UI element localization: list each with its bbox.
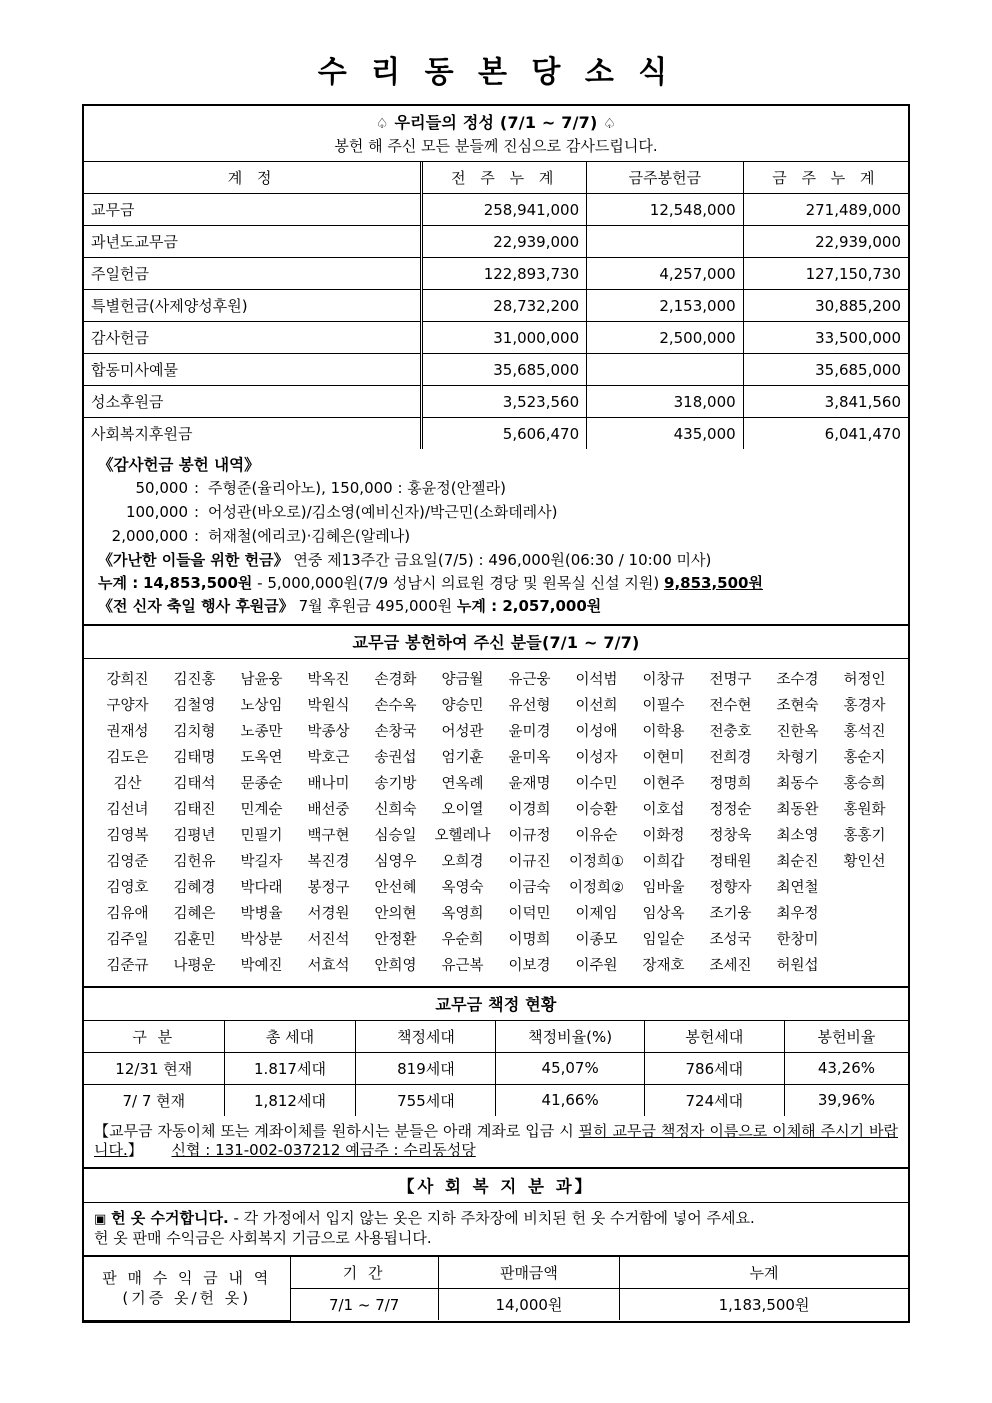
- name-cell: 조현숙: [776, 698, 819, 714]
- name-cell: 조성국: [709, 932, 752, 948]
- cell-prev: 22,939,000: [422, 226, 587, 258]
- name-cell: 정향자: [709, 880, 752, 896]
- name-cell: 이선희: [575, 698, 618, 714]
- names-row: [94, 926, 898, 952]
- name-cell: 김훈민: [173, 932, 216, 948]
- name-cell: 김도은: [106, 750, 149, 766]
- cell-sales-period: 7/1 ~ 7/7: [290, 1289, 438, 1321]
- name-cell: 김진홍: [173, 672, 216, 688]
- name-cell: 심영우: [374, 854, 417, 870]
- bank-notice-underlined: 필히 교무금 책정자 이름으로 이체해 주시기 바랍니다.: [94, 1121, 898, 1159]
- cell-account: 사회복지후원금: [84, 418, 422, 450]
- name-cell: 황인선: [843, 854, 886, 870]
- name-cell: 김태진: [173, 802, 216, 818]
- page-title: 수 리 동 본 당 소 식: [317, 55, 675, 90]
- name-cell: 유선형: [508, 698, 551, 714]
- name-cell: 양금월: [441, 672, 484, 688]
- sales-table: [84, 1257, 908, 1321]
- cell-offered: 786세대: [644, 1052, 784, 1084]
- welfare-section-title: 【사 회 복 지 분 과】: [84, 1169, 908, 1203]
- name-cell: 복진경: [307, 854, 350, 870]
- name-cell: 이제임: [575, 906, 618, 922]
- name-cell: 김영준: [106, 854, 149, 870]
- name-cell: 김태석: [173, 776, 216, 792]
- names-row: [94, 900, 898, 926]
- table-row: [84, 194, 908, 226]
- poor-offering-line: [98, 550, 894, 569]
- feast-heading: 《전 신자 축일 행사 후원금》: [98, 596, 294, 615]
- name-cell: 송기방: [374, 776, 417, 792]
- col-header-prev-total: 전 주 누 계: [422, 162, 587, 194]
- name-cell: 차형기: [776, 750, 819, 766]
- name-cell: 김혜경: [173, 880, 216, 896]
- name-cell: 이성애: [575, 724, 618, 740]
- name-cell: 최우정: [776, 906, 819, 922]
- bank-notice-post: 】: [127, 1140, 143, 1159]
- name-cell: 이희갑: [642, 854, 685, 870]
- name-cell: [831, 952, 898, 978]
- name-cell: 노상임: [240, 698, 283, 714]
- table-row: [84, 226, 908, 258]
- offering-header-band: [84, 106, 908, 162]
- sales-row-label: [84, 1257, 290, 1320]
- name-cell: 김헌유: [173, 854, 216, 870]
- budget-section-header: [84, 988, 908, 1021]
- sales-row-label-line2: (기증 옷/헌 옷): [122, 1288, 252, 1307]
- name-cell: 안정환: [374, 932, 417, 948]
- table-row: [84, 322, 908, 354]
- offering-header-title: [84, 110, 908, 133]
- feast-text: 7월 후원금 495,000원: [298, 596, 453, 615]
- cell-total-households: 1,812세대: [224, 1084, 356, 1116]
- name-cell: 배나미: [307, 776, 350, 792]
- cell-week: 4,257,000: [587, 258, 744, 290]
- thanks-names: 허재철(에리코)·김혜은(알레나): [208, 526, 411, 545]
- name-cell: 손경화: [374, 672, 417, 688]
- cell-account: 주일헌금: [84, 258, 422, 290]
- name-cell: 연옥례: [441, 776, 484, 792]
- thanks-entry: [98, 526, 894, 545]
- cell-assigned-rate: 45,07%: [496, 1052, 644, 1084]
- name-cell: 최연철: [776, 880, 819, 896]
- name-cell: 신희숙: [374, 802, 417, 818]
- thanks-amount: 100,000: [125, 502, 188, 521]
- name-cell: 김치형: [173, 724, 216, 740]
- bank-account-text: 신협 : 131-002-037212 예금주 : 수리동성당: [171, 1140, 476, 1159]
- name-cell: 박길자: [240, 854, 283, 870]
- name-cell: 이종모: [575, 932, 618, 948]
- names-row: [94, 796, 898, 822]
- thanks-names: 어성관(바오로)/김소영(예비신자)/박근민(소화데레사): [208, 502, 558, 521]
- name-cell: 이정희②: [568, 880, 625, 896]
- name-cell: 백구현: [307, 828, 350, 844]
- name-cell: 박옥진: [307, 672, 350, 688]
- name-cell: 이필수: [642, 698, 685, 714]
- table-row: [84, 386, 908, 418]
- name-cell: 노종만: [240, 724, 283, 740]
- cell-total: 127,150,730: [743, 258, 908, 290]
- cell-prev: 122,893,730: [422, 258, 587, 290]
- cell-week: 2,500,000: [587, 322, 744, 354]
- name-cell: 임일순: [642, 932, 685, 948]
- offering-header-subtitle: 봉헌 해 주신 모든 분들께 진심으로 감사드립니다.: [334, 137, 658, 155]
- cell-week: [587, 226, 744, 258]
- name-cell: 유근복: [441, 958, 484, 974]
- name-cell: 나평운: [173, 958, 216, 974]
- thanks-heading: 《감사헌금 봉헌 내역》: [98, 456, 260, 474]
- col-header-total-households: 총 세대: [224, 1021, 356, 1053]
- cell-total: 22,939,000: [743, 226, 908, 258]
- name-cell: 정창욱: [709, 828, 752, 844]
- name-cell: 홍홍기: [843, 828, 886, 844]
- name-cell: 김유애: [106, 906, 149, 922]
- name-cell: 홍승희: [843, 776, 886, 792]
- cell-account: 교무금: [84, 194, 422, 226]
- col-header-division: 구 분: [84, 1021, 224, 1053]
- cell-total: 6,041,470: [743, 418, 908, 450]
- name-cell: 박종상: [307, 724, 350, 740]
- cell-account: 합동미사예물: [84, 354, 422, 386]
- names-grid-wrap: [84, 659, 908, 988]
- thanks-entry: [98, 502, 894, 521]
- thanks-offering-detail: [84, 449, 908, 626]
- name-cell: 정태원: [709, 854, 752, 870]
- bank-notice-pre: 【교무금 자동이체 또는 계좌이체를 원하시는 분들은 아래 계좌로 입금 시: [94, 1121, 579, 1140]
- name-cell: 민계순: [240, 802, 283, 818]
- cell-offered: 724세대: [644, 1084, 784, 1116]
- table-row: [84, 1052, 908, 1084]
- cell-total: 30,885,200: [743, 290, 908, 322]
- name-cell: 엄기훈: [441, 750, 484, 766]
- budget-section-title: 교무금 책정 현황: [435, 994, 557, 1014]
- name-cell: 이현미: [642, 750, 685, 766]
- names-row: [94, 770, 898, 796]
- name-cell: 조기웅: [709, 906, 752, 922]
- name-cell: 박예진: [240, 958, 283, 974]
- cell-offered-rate: 39,96%: [784, 1084, 908, 1116]
- feast-total: 누계 : 2,057,000원: [456, 596, 602, 615]
- name-cell: 홍순지: [843, 750, 886, 766]
- thanks-names: 주형준(율리아노), 150,000 : 홍윤정(안젤라): [208, 478, 506, 497]
- cell-assigned: 755세대: [356, 1084, 496, 1116]
- name-cell: 전충호: [709, 724, 752, 740]
- cell-prev: 31,000,000: [422, 322, 587, 354]
- name-cell: 구양자: [106, 698, 149, 714]
- cell-total: 271,489,000: [743, 194, 908, 226]
- name-cell: 홍원화: [843, 802, 886, 818]
- name-cell: 이명희: [508, 932, 551, 948]
- cumulative-result: 9,853,500원: [664, 573, 763, 592]
- name-cell: 이현주: [642, 776, 685, 792]
- name-cell: 박다래: [240, 880, 283, 896]
- name-cell: 오이열: [441, 802, 484, 818]
- cell-account: 특별헌금(사제양성후원): [84, 290, 422, 322]
- thanks-colon: :: [194, 478, 200, 497]
- cell-sales-cumulative: 1,183,500원: [620, 1289, 908, 1321]
- names-row: [94, 952, 898, 978]
- budget-header-row: [84, 1021, 908, 1053]
- name-cell: 유근웅: [508, 672, 551, 688]
- name-cell: 박원식: [307, 698, 350, 714]
- cell-account: 감사헌금: [84, 322, 422, 354]
- name-cell: 오헬레나: [434, 828, 491, 844]
- name-cell: 안선혜: [374, 880, 417, 896]
- cell-total: 33,500,000: [743, 322, 908, 354]
- name-cell: 이승환: [575, 802, 618, 818]
- names-row: [94, 822, 898, 848]
- names-row: [94, 692, 898, 718]
- cell-total: 3,841,560: [743, 386, 908, 418]
- name-cell: 한창미: [776, 932, 819, 948]
- poor-offering-heading: 《가난한 이들을 위한 헌금》: [98, 550, 289, 569]
- name-cell: 안희영: [374, 958, 417, 974]
- name-cell: [831, 874, 898, 900]
- col-header-account: 계 정: [84, 162, 422, 194]
- names-row: [94, 718, 898, 744]
- offering-table: [84, 162, 908, 449]
- name-cell: 이유순: [575, 828, 618, 844]
- name-cell: 윤미경: [508, 724, 551, 740]
- names-row: [94, 744, 898, 770]
- name-cell: 임상옥: [642, 906, 685, 922]
- names-row: [94, 666, 898, 692]
- sales-header-row: [84, 1257, 908, 1289]
- name-cell: 우순희: [441, 932, 484, 948]
- name-cell: 허정인: [843, 672, 886, 688]
- names-section-header: [84, 626, 908, 659]
- thanks-amount: 50,000: [135, 478, 188, 497]
- name-cell: 김영복: [106, 828, 149, 844]
- filled-square-icon: ▣: [94, 1211, 107, 1227]
- cell-week: 318,000: [587, 386, 744, 418]
- name-cell: 이정희①: [568, 854, 625, 870]
- col-header-period: 기 간: [290, 1257, 438, 1289]
- cell-week: [587, 354, 744, 386]
- name-cell: 심승일: [374, 828, 417, 844]
- name-cell: 이성자: [575, 750, 618, 766]
- name-cell: 서효석: [307, 958, 350, 974]
- name-cell: 윤재명: [508, 776, 551, 792]
- table-row: [84, 1084, 908, 1116]
- cell-total-households: 1.817세대: [224, 1052, 356, 1084]
- welfare-bullet-bold: 헌 옷 수거합니다.: [111, 1208, 229, 1227]
- name-cell: 김선녀: [106, 802, 149, 818]
- name-cell: [831, 900, 898, 926]
- name-cell: 조세진: [709, 958, 752, 974]
- col-header-week-total: 금 주 누 계: [743, 162, 908, 194]
- poor-offering-text: 연중 제13주간 금요일(7/5) : 496,000원(06:30 / 10:00 미사): [293, 550, 712, 569]
- name-cell: 최소영: [776, 828, 819, 844]
- cumulative-value: 14,853,500원: [142, 573, 253, 592]
- cell-account: 과년도교무금: [84, 226, 422, 258]
- name-cell: 이주원: [575, 958, 618, 974]
- offering-header-text: 우리들의 정성 (7/1 ~ 7/7): [394, 113, 598, 132]
- name-cell: 임바울: [642, 880, 685, 896]
- offering-table-header-row: [84, 162, 908, 194]
- name-cell: 김평년: [173, 828, 216, 844]
- name-cell: 송권섭: [374, 750, 417, 766]
- cell-prev: 28,732,200: [422, 290, 587, 322]
- name-cell: 이수민: [575, 776, 618, 792]
- name-cell: 장재호: [642, 958, 685, 974]
- cell-sales-amount: 14,000원: [438, 1289, 619, 1321]
- name-cell: 손창국: [374, 724, 417, 740]
- name-cell: 이경희: [508, 802, 551, 818]
- name-cell: 윤미옥: [508, 750, 551, 766]
- welfare-bullet-line2: 헌 옷 판매 수익금은 사회복지 기금으로 사용됩니다.: [94, 1228, 432, 1247]
- cumulative-line: [98, 573, 894, 592]
- name-cell: 전수현: [709, 698, 752, 714]
- name-cell: 남윤웅: [240, 672, 283, 688]
- names-row: [94, 848, 898, 874]
- offering-sheet: [82, 104, 910, 1321]
- name-cell: 이창규: [642, 672, 685, 688]
- name-cell: 박병율: [240, 906, 283, 922]
- cell-week: 12,548,000: [587, 194, 744, 226]
- col-header-cumulative: 누계: [620, 1257, 908, 1289]
- name-cell: 어성관: [441, 724, 484, 740]
- cell-week: 2,153,000: [587, 290, 744, 322]
- name-cell: [831, 926, 898, 952]
- cell-prev: 3,523,560: [422, 386, 587, 418]
- name-cell: 전희경: [709, 750, 752, 766]
- thanks-entry: [98, 478, 894, 497]
- spade-icon-right: ♤: [603, 116, 617, 132]
- name-cell: 최동수: [776, 776, 819, 792]
- name-cell: 서진석: [307, 932, 350, 948]
- name-cell: 김태명: [173, 750, 216, 766]
- name-cell: 김주일: [106, 932, 149, 948]
- name-cell: 민필기: [240, 828, 283, 844]
- table-row: [84, 290, 908, 322]
- budget-table: [84, 1021, 908, 1116]
- name-cell: 이보경: [508, 958, 551, 974]
- name-cell: 정명희: [709, 776, 752, 792]
- col-header-assigned: 책정세대: [356, 1021, 496, 1053]
- cell-week: 435,000: [587, 418, 744, 450]
- table-row: [84, 258, 908, 290]
- name-cell: 허원섭: [776, 958, 819, 974]
- name-cell: 양승민: [441, 698, 484, 714]
- cell-period: 12/31 현재: [84, 1052, 224, 1084]
- name-cell: 도옥연: [240, 750, 283, 766]
- cell-assigned: 819세대: [356, 1052, 496, 1084]
- name-cell: 홍석진: [843, 724, 886, 740]
- name-cell: 옥영숙: [441, 880, 484, 896]
- cell-assigned-rate: 41,66%: [496, 1084, 644, 1116]
- cell-total: 35,685,000: [743, 354, 908, 386]
- name-cell: 박상분: [240, 932, 283, 948]
- cell-prev: 258,941,000: [422, 194, 587, 226]
- name-cell: 이규정: [508, 828, 551, 844]
- name-cell: 진한옥: [776, 724, 819, 740]
- cell-prev: 5,606,470: [422, 418, 587, 450]
- name-cell: 최동완: [776, 802, 819, 818]
- name-cell: 이호섭: [642, 802, 685, 818]
- col-header-assigned-rate: 책정비율(%): [496, 1021, 644, 1053]
- name-cell: 서경원: [307, 906, 350, 922]
- col-header-week-offering: 금주봉헌금: [587, 162, 744, 194]
- thanks-colon: :: [194, 502, 200, 521]
- names-section-title: 교무금 봉헌하여 주신 분들(7/1 ~ 7/7): [352, 632, 640, 652]
- name-cell: 김산: [113, 776, 142, 792]
- welfare-bullet-rest: - 각 가정에서 입지 않는 옷은 지하 주차장에 비치된 헌 옷 수거함에 넣어 주세요.: [233, 1208, 755, 1227]
- name-cell: 배선중: [307, 802, 350, 818]
- name-cell: 전명구: [709, 672, 752, 688]
- name-cell: 손수옥: [374, 698, 417, 714]
- name-cell: 김준규: [106, 958, 149, 974]
- thanks-amount: 2,000,000: [111, 526, 188, 545]
- name-cell: 이규진: [508, 854, 551, 870]
- sales-row-label-line1: 판 매 수 익 금 내 역: [102, 1269, 272, 1288]
- name-cell: 이화정: [642, 828, 685, 844]
- name-cell: 김혜은: [173, 906, 216, 922]
- feast-line: [98, 596, 894, 615]
- name-cell: 김철영: [173, 698, 216, 714]
- spade-icon: ♤: [375, 116, 389, 132]
- name-cell: 안의현: [374, 906, 417, 922]
- name-cell: 박호근: [307, 750, 350, 766]
- cell-account: 성소후원금: [84, 386, 422, 418]
- name-cell: 조수경: [776, 672, 819, 688]
- name-cell: 문종순: [240, 776, 283, 792]
- name-cell: 이학용: [642, 724, 685, 740]
- name-cell: 이금숙: [508, 880, 551, 896]
- name-cell: 옥영희: [441, 906, 484, 922]
- name-cell: 김영호: [106, 880, 149, 896]
- cell-prev: 35,685,000: [422, 354, 587, 386]
- col-header-offered: 봉헌세대: [644, 1021, 784, 1053]
- names-grid: [94, 666, 898, 978]
- name-cell: 봉정구: [307, 880, 350, 896]
- name-cell: 이덕민: [508, 906, 551, 922]
- welfare-section-body: [84, 1203, 908, 1257]
- name-cell: 홍경자: [843, 698, 886, 714]
- cell-period: 7/ 7 현재: [84, 1084, 224, 1116]
- table-row: [84, 354, 908, 386]
- cell-offered-rate: 43,26%: [784, 1052, 908, 1084]
- name-cell: 정정순: [709, 802, 752, 818]
- col-header-amount: 판매금액: [438, 1257, 619, 1289]
- col-header-offered-rate: 봉헌비율: [784, 1021, 908, 1053]
- thanks-colon: :: [194, 526, 200, 545]
- name-cell: 오희경: [441, 854, 484, 870]
- table-row: [84, 418, 908, 450]
- name-cell: 강희진: [106, 672, 149, 688]
- cumulative-minus: - 5,000,000원(7/9 성남시 의료원 경당 및 원목실 신설 지원): [257, 573, 660, 592]
- names-row: [94, 874, 898, 900]
- name-cell: 이석범: [575, 672, 618, 688]
- cumulative-label: 누계 :: [98, 573, 139, 592]
- name-cell: 권재성: [106, 724, 149, 740]
- name-cell: 최순진: [776, 854, 819, 870]
- bank-notice: [84, 1116, 908, 1169]
